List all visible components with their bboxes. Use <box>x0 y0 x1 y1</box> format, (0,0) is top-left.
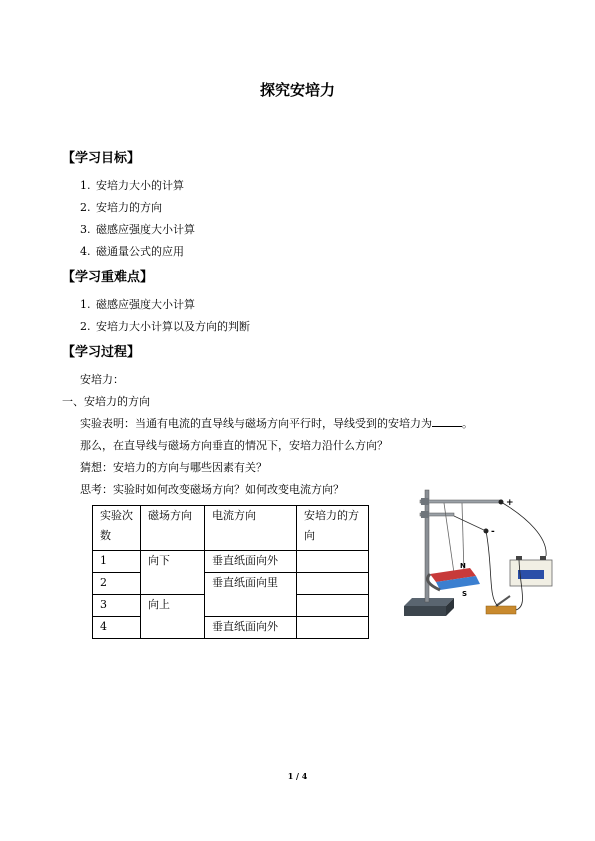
apparatus-illustration <box>398 488 560 623</box>
intro-text: 安培力： <box>80 373 124 386</box>
upper-arm <box>420 500 502 503</box>
goal-text: 安培力的方向 <box>96 201 162 214</box>
keypoint-num: 2. <box>80 320 91 333</box>
goal-item <box>80 199 162 215</box>
section-heading: 一、安培力的方向 <box>62 395 150 408</box>
table-row <box>93 617 369 639</box>
table-cell: 1 <box>93 551 141 573</box>
table-row <box>93 573 369 595</box>
keypoint-item <box>80 296 195 312</box>
table-cell <box>297 595 369 617</box>
keypoints-heading: 【学习重难点】 <box>62 270 154 285</box>
process-heading: 【学习过程】 <box>62 345 141 360</box>
goal-text: 磁感应强度大小计算 <box>96 223 195 236</box>
experiment-table <box>92 505 369 639</box>
table-cell <box>297 573 369 595</box>
goal-num: 4. <box>80 245 91 258</box>
header-cell: 实验次数 <box>93 506 141 551</box>
page-number: 1 / 4 <box>287 771 308 781</box>
keypoint-text: 磁感应强度大小计算 <box>96 298 195 311</box>
table-cell <box>297 551 369 573</box>
table-header-row <box>93 506 369 551</box>
goal-num: 2. <box>80 201 91 214</box>
lead-wire <box>454 516 486 531</box>
goal-num: 1. <box>80 179 91 192</box>
goal-text: 磁通量公式的应用 <box>96 245 184 258</box>
battery-label <box>518 570 544 579</box>
plus-sign: + <box>506 498 514 508</box>
keypoint-item <box>80 318 250 334</box>
goals-heading: 【学习目标】 <box>62 151 141 166</box>
table-cell <box>297 617 369 639</box>
switch <box>486 606 516 614</box>
keypoint-text: 安培力大小计算以及方向的判断 <box>96 320 250 333</box>
experiment-prefix: 实验表明：当通有电流的直导线与磁场方向平行时，导线受到的安培力为 <box>80 417 432 430</box>
circuit-wire <box>486 531 498 606</box>
table-cell: 向下 <box>141 551 205 595</box>
table-cell: 3 <box>93 595 141 617</box>
switch-lever <box>496 596 510 606</box>
table-row <box>93 551 369 573</box>
table-cell: 垂直纸面向外 <box>205 617 297 639</box>
header-cell: 安培力的方向 <box>297 506 369 551</box>
experiment-suffix: 。 <box>462 417 473 430</box>
north-label: N <box>460 562 466 570</box>
table-cell: 2 <box>93 573 141 595</box>
table-cell: 向上 <box>141 595 205 639</box>
experiment-statement <box>80 415 473 431</box>
stand-base-front <box>404 606 446 616</box>
south-label: S <box>462 590 468 598</box>
header-cell: 磁场方向 <box>141 506 205 551</box>
clamp <box>421 511 429 518</box>
goal-item <box>80 243 184 259</box>
circuit-wire <box>501 502 546 556</box>
guess-text: 猜想：安培力的方向与哪些因素有关？ <box>80 461 267 474</box>
table-cell: 垂直纸面向外 <box>205 551 297 573</box>
answer-blank[interactable] <box>432 416 462 427</box>
goal-item <box>80 221 195 237</box>
goal-text: 安培力大小的计算 <box>96 179 184 192</box>
keypoint-num: 1. <box>80 298 91 311</box>
think-text: 思考：实验时如何改变磁场方向？如何改变电流方向？ <box>80 483 344 496</box>
goal-item <box>80 177 184 193</box>
minus-sign: - <box>491 527 495 537</box>
clamp <box>421 498 429 505</box>
page-title: 探究安培力 <box>259 81 335 99</box>
goal-num: 3. <box>80 223 91 236</box>
header-cell: 电流方向 <box>205 506 297 551</box>
table-cell: 垂直纸面向里 <box>205 573 297 617</box>
stand-rod <box>425 490 429 602</box>
table-cell: 4 <box>93 617 141 639</box>
question-text: 那么，在直导线与磁场方向垂直的情况下，安培力沿什么方向？ <box>80 439 388 452</box>
